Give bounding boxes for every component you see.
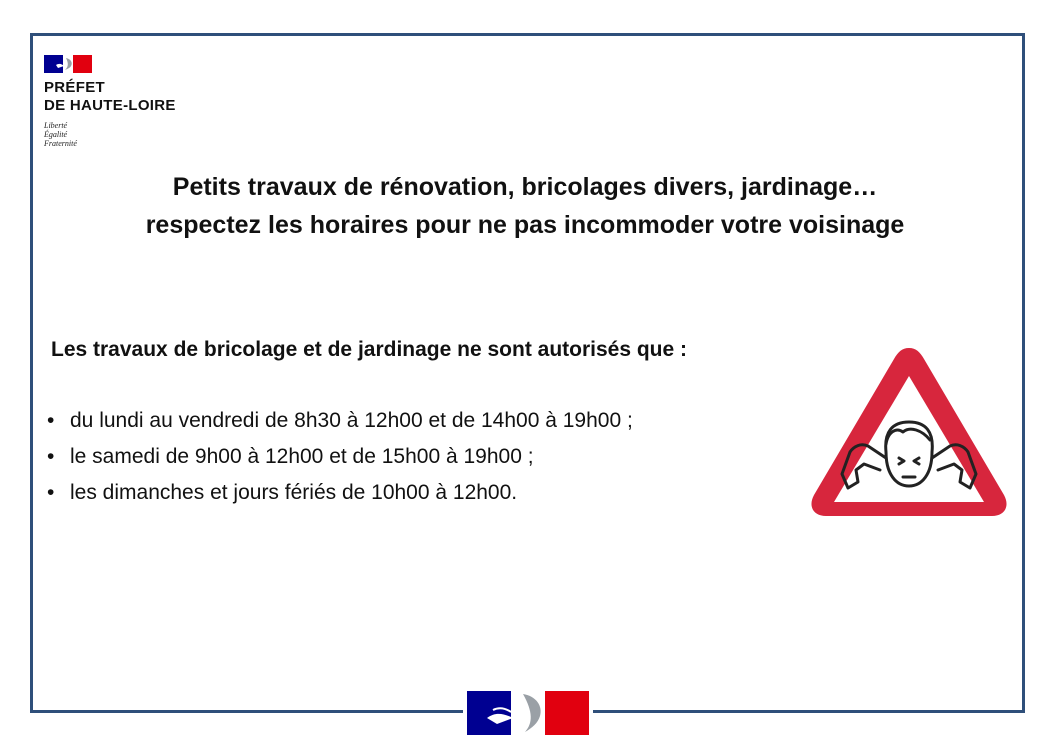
marianne-flag-icon	[44, 55, 92, 73]
rules-list	[42, 403, 633, 511]
rule-sunday-holidays: les dimanches et jours fériés de 10h00 à 12h00.	[70, 481, 518, 504]
logo-title-line1: PRÉFET	[44, 79, 105, 96]
marianne-flag-icon	[463, 688, 593, 738]
headline-line1: Petits travaux de rénovation, bricolages divers, jardinage…	[172, 173, 878, 201]
logo-title-line2: DE HAUTE-LOIRE	[44, 97, 176, 114]
motto-liberte: Liberté	[44, 121, 68, 130]
rule-saturday: le samedi de 9h00 à 12h00 et de 15h00 à 19h00 ;	[70, 445, 534, 468]
list-item	[42, 403, 633, 439]
prefecture-logo	[44, 55, 176, 148]
noise-warning-icon	[806, 340, 1012, 523]
rule-weekdays: du lundi au vendredi de 8h30 à 12h00 et de 14h00 à 19h00 ;	[70, 409, 633, 432]
list-item	[42, 475, 633, 511]
motto-egalite: Égalité	[44, 130, 68, 139]
rules-intro: Les travaux de bricolage et de jardinage ne sont autorisés que :	[51, 338, 688, 361]
bullet-glyph: •	[47, 445, 55, 468]
logo-motto	[44, 121, 176, 148]
bullet-glyph: •	[47, 409, 55, 432]
bullet-glyph: •	[47, 481, 55, 504]
page-headline	[60, 168, 990, 244]
headline-line2: respectez les horaires pour ne pas incommoder votre voisinage	[145, 211, 905, 239]
list-item	[42, 439, 633, 475]
motto-fraternite: Fraternité	[44, 139, 77, 148]
